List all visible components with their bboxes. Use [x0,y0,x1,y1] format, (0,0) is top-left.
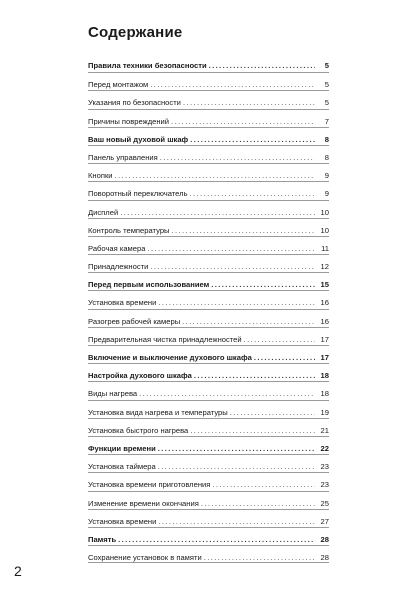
toc-entry-page: 17 [320,353,329,362]
toc-entry-page: 11 [321,243,329,253]
toc-leader-dots [204,553,315,562]
toc-entry-title: Причины повреждений [88,116,170,126]
toc-entry-page: 9 [324,171,329,181]
toc-entry[interactable] [88,436,329,454]
toc-leader-dots [171,117,315,126]
toc-entry-title: Предварительная чистка принадлежностей [88,334,242,344]
toc-entry-page: 23 [320,462,329,472]
toc-entry[interactable] [88,454,329,472]
toc-entry-page: 7 [324,116,329,126]
toc-entry[interactable] [88,545,329,563]
toc-leader-dots [150,80,315,89]
toc-entry-title: Функции времени [88,443,156,453]
toc-entry-page: 18 [320,389,329,399]
toc-entry-title: Память [88,534,117,544]
toc-entry-page: 15 [320,280,329,290]
toc-leader-dots [118,535,315,544]
toc-entry-page: 16 [320,298,329,308]
toc-entry-title: Изменение времени окончания [88,498,199,508]
toc-entry-title: Перед первым использованием [88,280,210,290]
toc-entry-page: 19 [320,407,329,417]
toc-leader-dots [158,517,315,526]
toc-leader-dots [172,226,315,235]
toc-entry[interactable] [88,418,329,436]
toc-leader-dots [190,426,315,435]
toc-entry[interactable] [88,290,329,308]
toc-leader-dots [254,353,315,362]
toc-entry-page: 17 [320,334,329,344]
toc-entry[interactable] [88,491,329,509]
toc-leader-dots [190,135,315,144]
toc-leader-dots [139,389,315,398]
toc-leader-dots [183,98,315,107]
page-number: 2 [14,563,22,579]
toc-entry-title: Разогрев рабочей камеры [88,316,181,326]
toc-entry[interactable] [88,72,329,90]
toc-entry-page: 10 [320,207,329,217]
toc-entry-page: 5 [324,98,329,108]
toc-entry-page: 5 [324,80,329,90]
toc-entry[interactable] [88,400,329,418]
toc-leader-dots [190,189,315,198]
toc-leader-dots [147,244,315,253]
toc-leader-dots [150,262,315,271]
toc-entry-page: 8 [324,134,329,144]
toc-leader-dots [209,61,315,70]
toc-entry-page: 21 [320,425,329,435]
toc-leader-dots [212,480,315,489]
toc-entry-title: Кнопки [88,171,113,181]
toc-entry-page: 18 [320,371,329,381]
toc-entry-page: 23 [320,480,329,490]
toc-entry-title: Принадлежности [88,262,149,272]
toc-entry-page: 22 [320,443,329,453]
toc-entry[interactable] [88,327,329,345]
toc-leader-dots [244,335,315,344]
toc-leader-dots [160,153,315,162]
toc-leader-dots [230,408,315,417]
table-of-contents [88,54,329,563]
toc-entry-title: Дисплей [88,207,119,217]
toc-entry[interactable] [88,90,329,108]
toc-entry-title: Поворотный переключатель [88,189,188,199]
toc-entry[interactable] [88,472,329,490]
toc-entry-page: 10 [320,225,329,235]
toc-entry-page: 28 [320,534,329,544]
page-title: Содержание [88,24,183,41]
toc-entry[interactable] [88,254,329,272]
toc-entry-title: Рабочая камера [88,243,146,253]
toc-entry-title: Настройка духового шкафа [88,371,192,381]
toc-entry-title: Ваш новый духовой шкаф [88,134,189,144]
toc-entry-title: Указания по безопасности [88,98,181,108]
toc-entry-page: 8 [324,152,329,162]
toc-entry-title: Установка времени [88,516,157,526]
toc-entry-page: 16 [320,316,329,326]
toc-entry-page: 9 [324,189,329,199]
toc-entry-page: 25 [320,498,329,508]
toc-leader-dots [182,317,315,326]
toc-entry[interactable] [88,127,329,145]
toc-leader-dots [201,499,315,508]
toc-entry-title: Включение и выключение духового шкафа [88,353,252,362]
toc-entry[interactable] [88,527,329,545]
toc-leader-dots [158,444,315,453]
toc-entry-page: 27 [320,516,329,526]
toc-entry-page: 12 [320,262,329,272]
toc-entry[interactable] [88,200,329,218]
toc-entry[interactable] [88,181,329,199]
toc-entry-page: 5 [324,61,329,70]
toc-leader-dots [158,462,315,471]
toc-entry-title: Установка вида нагрева и температуры [88,407,228,417]
toc-entry[interactable] [88,381,329,399]
toc-entry[interactable] [88,109,329,127]
toc-leader-dots [158,298,315,307]
toc-entry-title: Виды нагрева [88,389,138,399]
toc-entry[interactable] [88,309,329,327]
toc-leader-dots [211,280,315,289]
toc-entry[interactable] [88,218,329,236]
toc-entry-title: Перед монтажом [88,80,149,90]
toc-entry[interactable] [88,509,329,527]
toc-leader-dots [120,208,315,217]
toc-entry-title: Установка времени [88,298,157,308]
toc-entry[interactable] [88,145,329,163]
toc-entry-page: 28 [320,553,329,563]
toc-entry-title: Контроль температуры [88,225,170,235]
toc-entry[interactable] [88,363,329,381]
toc-entry-title: Установка времени приготовления [88,480,211,490]
toc-leader-dots [194,371,315,380]
toc-entry-title: Сохранение установок в памяти [88,553,202,563]
toc-entry-title: Установка быстрого нагрева [88,425,189,435]
toc-entry-title: Панель управления [88,152,158,162]
toc-leader-dots [115,171,315,180]
toc-entry[interactable] [88,163,329,181]
toc-entry-title: Установка таймера [88,462,156,472]
toc-entry-title: Правила техники безопасности [88,61,207,70]
toc-entry[interactable] [88,54,329,72]
toc-entry[interactable] [88,236,329,254]
toc-entry[interactable] [88,345,329,363]
toc-entry[interactable] [88,272,329,290]
